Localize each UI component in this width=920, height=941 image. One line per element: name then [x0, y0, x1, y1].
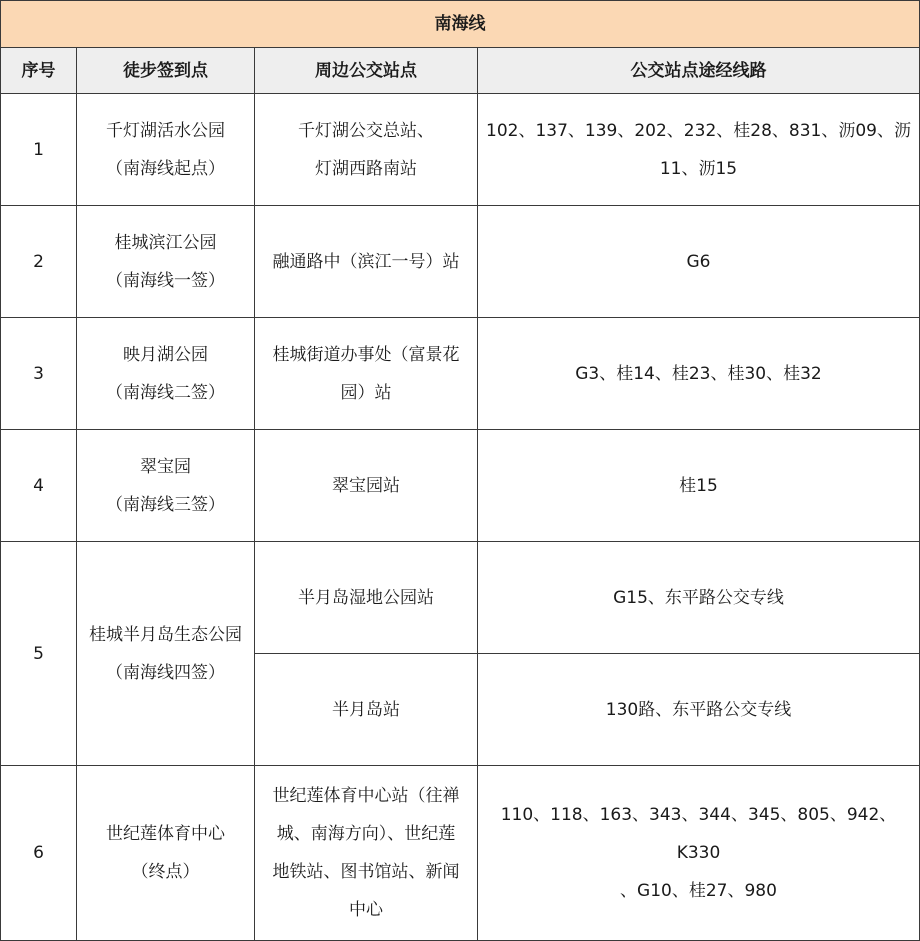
header-row [1, 48, 920, 94]
bus-lines: G3、桂14、桂23、桂30、桂32 [478, 318, 920, 430]
bus-station: 半月岛站 [255, 654, 478, 766]
bus-lines: 桂15 [478, 430, 920, 542]
bus-lines: 102、137、139、202、232、桂28、831、沥09、沥 11、沥15 [478, 94, 920, 206]
bus-station: 桂城街道办事处（富景花 园）站 [255, 318, 478, 430]
table-row [1, 430, 920, 542]
row-no: 1 [1, 94, 77, 206]
checkin-point: 桂城半月岛生态公园 （南海线四签） [77, 542, 255, 766]
header-bus-lines: 公交站点途经线路 [478, 48, 920, 94]
checkin-point: 桂城滨江公园 （南海线一签） [77, 206, 255, 318]
row-no: 3 [1, 318, 77, 430]
row-no: 5 [1, 542, 77, 766]
title-row [1, 1, 920, 48]
checkin-point: 千灯湖活水公园 （南海线起点） [77, 94, 255, 206]
header-bus-station: 周边公交站点 [255, 48, 478, 94]
bus-lines: 110、118、163、343、344、345、805、942、K330 、G10、桂27、980 [478, 766, 920, 941]
bus-lines: G6 [478, 206, 920, 318]
table-row [1, 542, 920, 654]
table-row [1, 94, 920, 206]
header-no: 序号 [1, 48, 77, 94]
header-checkin-point: 徒步签到点 [77, 48, 255, 94]
row-no: 4 [1, 430, 77, 542]
bus-station: 融通路中（滨江一号）站 [255, 206, 478, 318]
bus-station: 半月岛湿地公园站 [255, 542, 478, 654]
checkin-point: 世纪莲体育中心 （终点） [77, 766, 255, 941]
checkin-point: 翠宝园 （南海线三签） [77, 430, 255, 542]
bus-station: 世纪莲体育中心站（往禅 城、南海方向）、世纪莲 地铁站、图书馆站、新闻 中心 [255, 766, 478, 941]
bus-lines: G15、东平路公交专线 [478, 542, 920, 654]
row-no: 2 [1, 206, 77, 318]
checkin-point: 映月湖公园 （南海线二签） [77, 318, 255, 430]
bus-station: 翠宝园站 [255, 430, 478, 542]
table-row [1, 318, 920, 430]
table-row [1, 206, 920, 318]
bus-lines: 130路、东平路公交专线 [478, 654, 920, 766]
table-title: 南海线 [1, 1, 920, 48]
row-no: 6 [1, 766, 77, 941]
table-row [1, 766, 920, 941]
bus-station: 千灯湖公交总站、 灯湖西路南站 [255, 94, 478, 206]
